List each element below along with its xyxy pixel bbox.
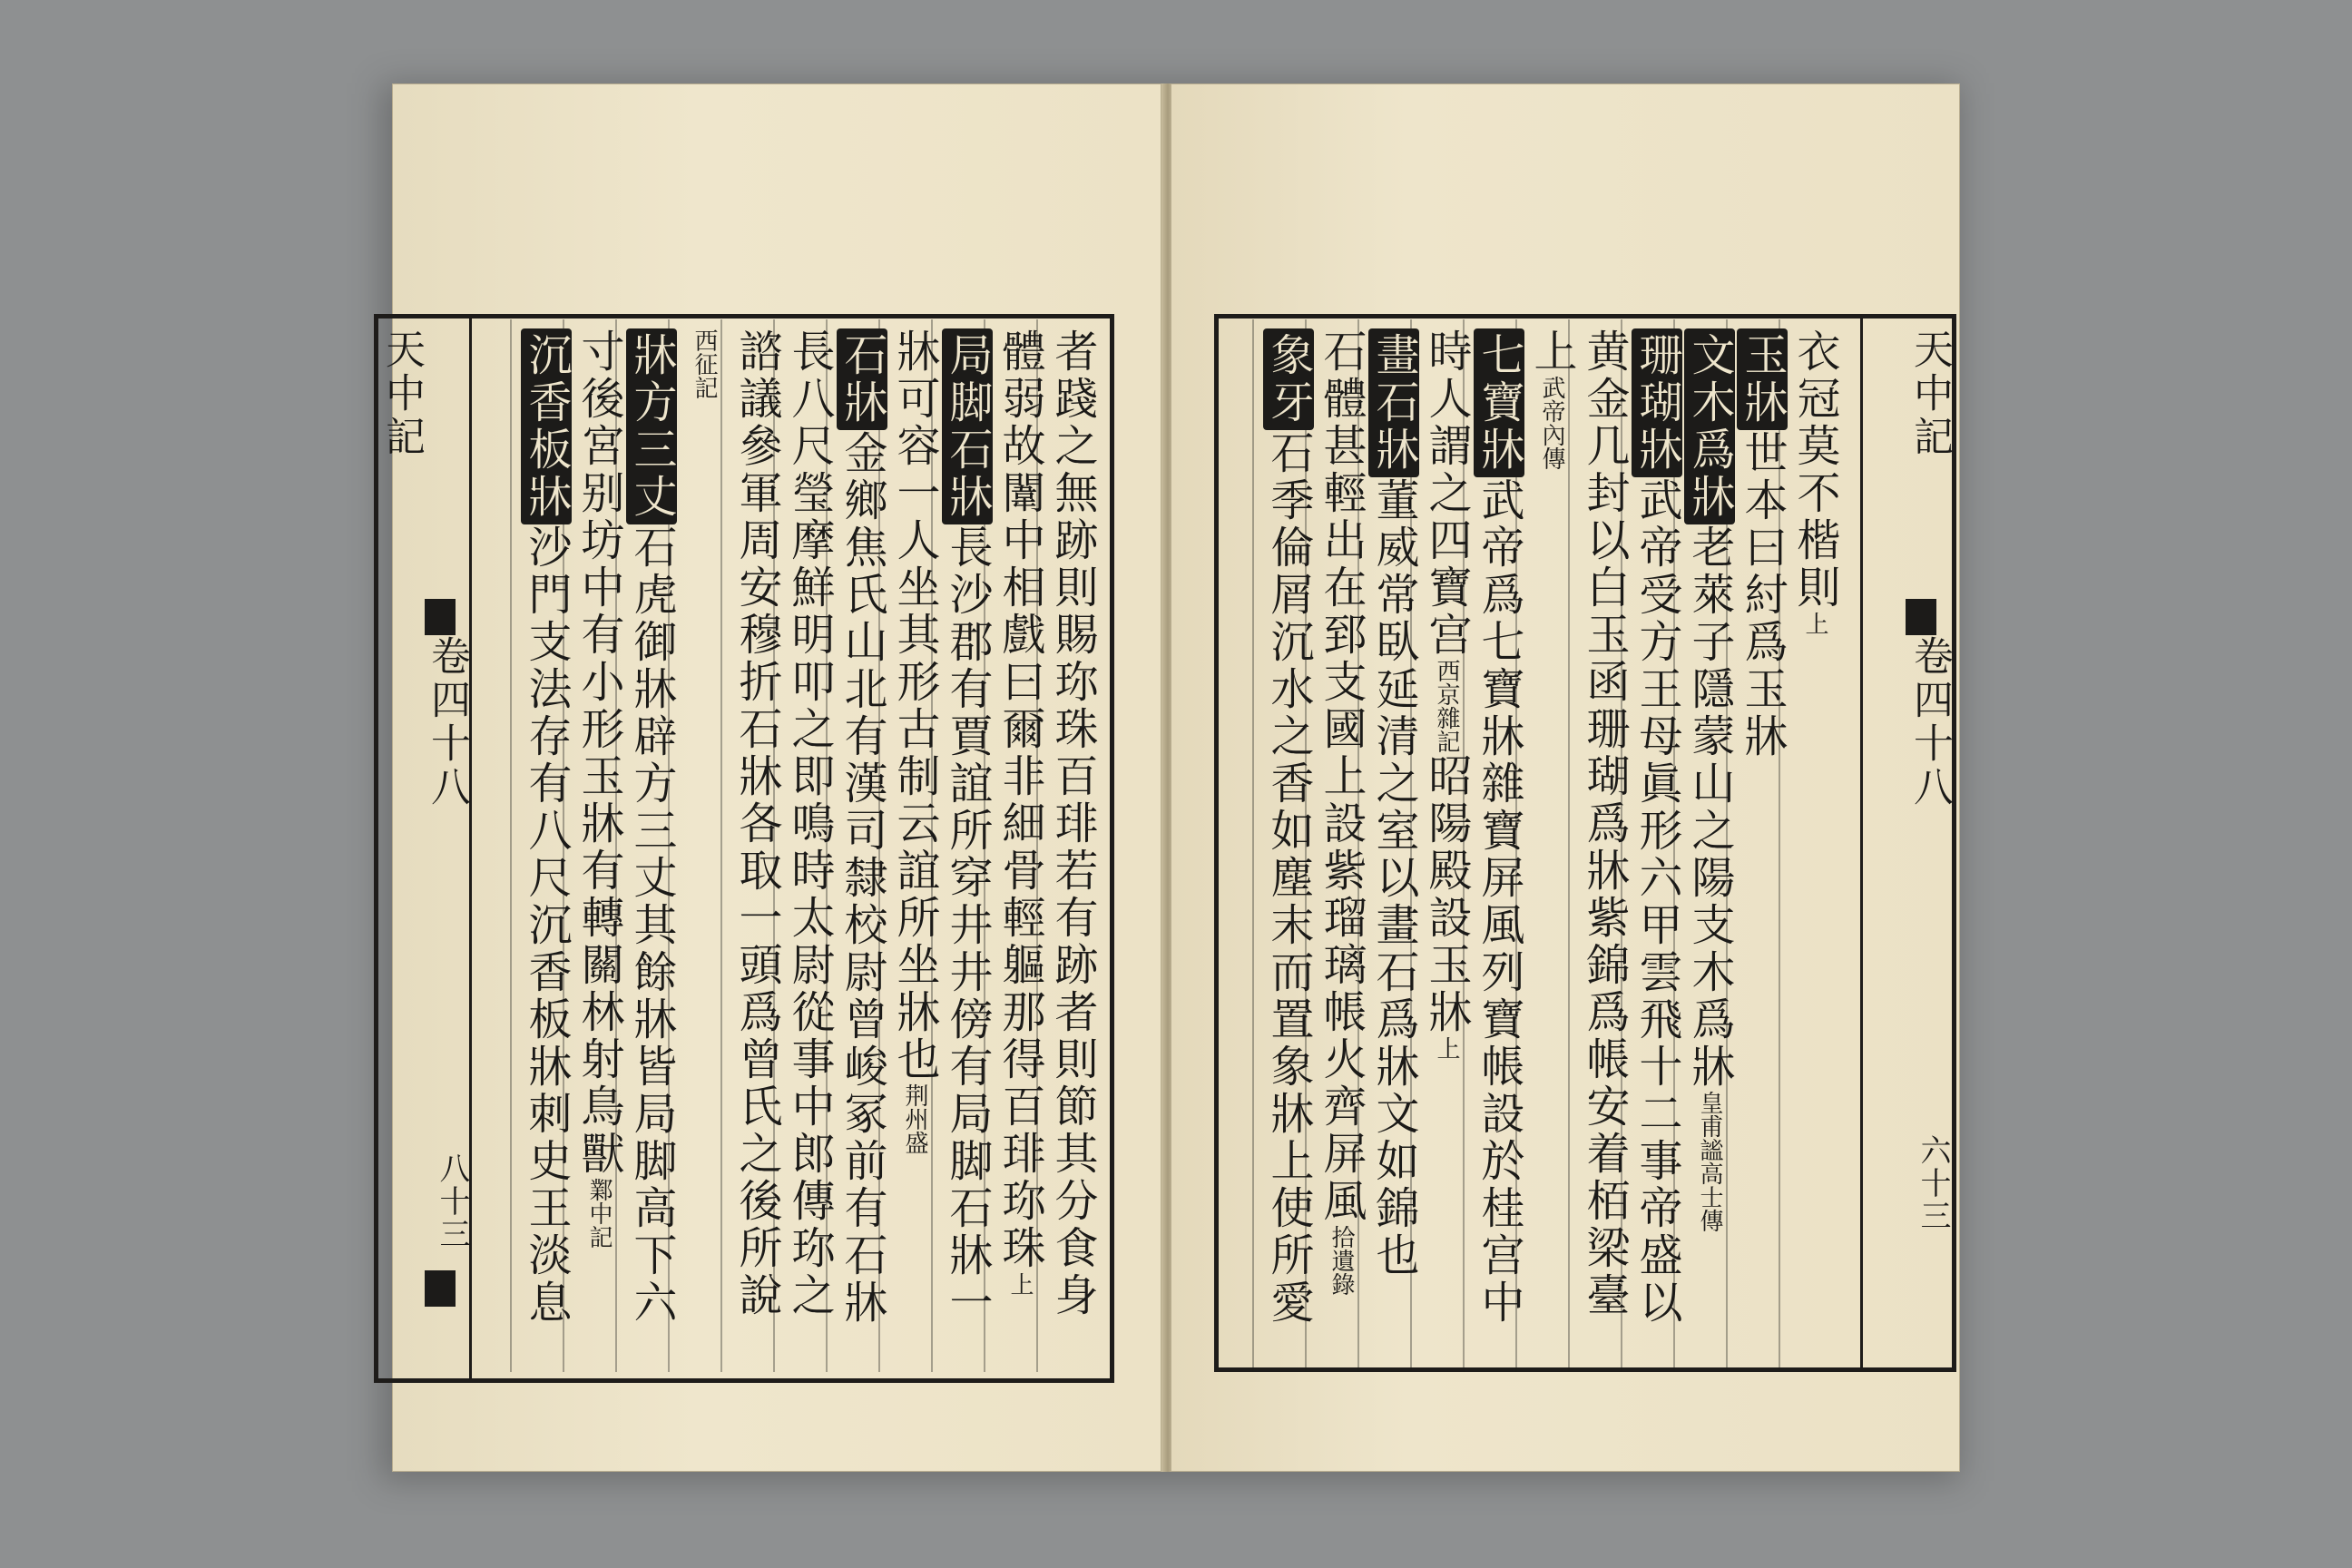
right-page-number: 六十三 [1915,1134,1951,1232]
column-rule [510,319,512,1372]
text-column [570,328,628,1249]
column-text: 老萊子隱蒙山之陽支木爲牀 [1684,524,1735,1091]
column-rule [1252,319,1254,1372]
entry-heading: 文木爲牀 [1684,328,1735,524]
column-text: 長八尺瑩摩鮮明叩之即鳴時太尉從事中郎傳珎之 [784,328,835,1319]
text-column [886,328,944,1154]
text-column [1575,328,1633,1319]
column-text: 者踐之無跡則賜珎珠百琲若有跡者則節其分食身 [1047,328,1098,1319]
column-text: 石體甚輕出在郅支國上設紫瑠璃帳火齊屏風 [1316,328,1367,1225]
text-column [938,328,996,1327]
entry-heading: 七寶牀 [1474,328,1524,477]
source-note: 拾遺錄 [1328,1225,1355,1296]
text-column [1044,328,1102,1319]
column-rule [1568,319,1570,1372]
text-column [622,328,681,1327]
left-page-number: 八十三 [434,1152,470,1250]
column-rule [720,319,722,1372]
left-fishtail-mark [425,599,456,635]
left-fishtail-mark-lower [425,1270,456,1307]
left-volume-strip: 卷四十八 [424,635,470,809]
column-text: 金鄉焦氏山北有漢司隸校尉曾峻冢前有石牀 [837,430,887,1327]
column-text: 武帝受方王母眞形六甲雲飛十二事帝盛以 [1632,477,1682,1327]
column-text: 黄金几封以白玉函珊瑚爲牀紫錦爲帳安着栢梁臺 [1579,328,1630,1319]
text-column [1733,328,1791,760]
column-text: 體弱故闈中相戲曰爾非細骨輕軀那得百琲珎珠 [995,328,1045,1272]
source-note: 上 [1801,612,1828,635]
column-text: 牀可容一人坐其形古制云誼所坐牀也 [889,328,940,1083]
column-text: 上 [1526,328,1577,376]
source-note: 上 [1433,1036,1460,1060]
source-note: 上 [1006,1272,1034,1296]
right-title-strip: 天中記 [1906,328,1953,459]
column-text: 長沙郡有賈誼所穿井井傍有局脚石牀一 [942,524,993,1327]
text-column [675,328,733,399]
column-text: 衣冠莫不楷則 [1789,328,1840,612]
entry-heading: 玉牀 [1737,328,1788,430]
entry-heading: 沉香板牀 [521,328,572,524]
text-column [991,328,1049,1296]
right-fishtail-mark [1906,599,1936,635]
entry-heading: 石牀 [837,328,887,430]
text-column [833,328,891,1327]
entry-heading: 局脚石牀 [942,328,993,524]
entry-heading: 珊瑚牀 [1632,328,1682,477]
text-column [1523,328,1581,470]
entry-heading: 畫石牀 [1368,328,1419,477]
source-note: 皇甫謐高士傳 [1696,1091,1723,1232]
right-volume-strip: 卷四十八 [1906,635,1953,809]
column-text: 諮議參軍周安穆折石牀各取一頭爲曾氏之後所說 [731,328,782,1319]
text-column [517,328,575,1327]
column-text: 寸後宮别坊中有小形玉牀有轉關林射鳥獸 [573,328,624,1178]
column-text: 時人謂之四寶宫 [1421,328,1472,659]
source-note: 荆州盛 [901,1083,928,1154]
column-text: 沙門支法存有八尺沉香板牀刺史王淡息 [521,524,572,1327]
text-column [1312,328,1370,1296]
left-title-strip: 天中記 [378,328,425,459]
column-text: 董威常臥延清之室以畫石爲牀文如錦也 [1368,477,1419,1279]
source-note: 鄴中記 [585,1178,612,1249]
column-text: 昭陽殿設玉牀 [1421,753,1472,1036]
source-note: 西京雜記 [1433,659,1460,753]
column-text: 世本曰紂爲玉牀 [1737,430,1788,760]
text-column [1681,328,1739,1232]
column-text: 石季倫屑沉水之香如塵末而置象牀上使所愛 [1263,430,1314,1327]
text-column [1786,328,1844,635]
text-column [1628,328,1686,1327]
entry-heading: 象牙 [1263,328,1314,430]
text-column [780,328,838,1319]
entry-heading: 牀方三丈 [626,328,677,524]
text-column [1365,328,1423,1279]
text-column [728,328,786,1319]
source-note: 武帝內傳 [1538,376,1565,470]
text-column [1470,328,1528,1327]
source-note: 西征記 [691,328,718,399]
column-text: 武帝爲七寶牀雜寶屏風列寶帳設於桂宫中 [1474,477,1524,1327]
column-text: 石虎御牀辟方三丈其餘牀皆局脚高下六 [626,524,677,1327]
text-column [1417,328,1475,1060]
text-column [1259,328,1318,1327]
